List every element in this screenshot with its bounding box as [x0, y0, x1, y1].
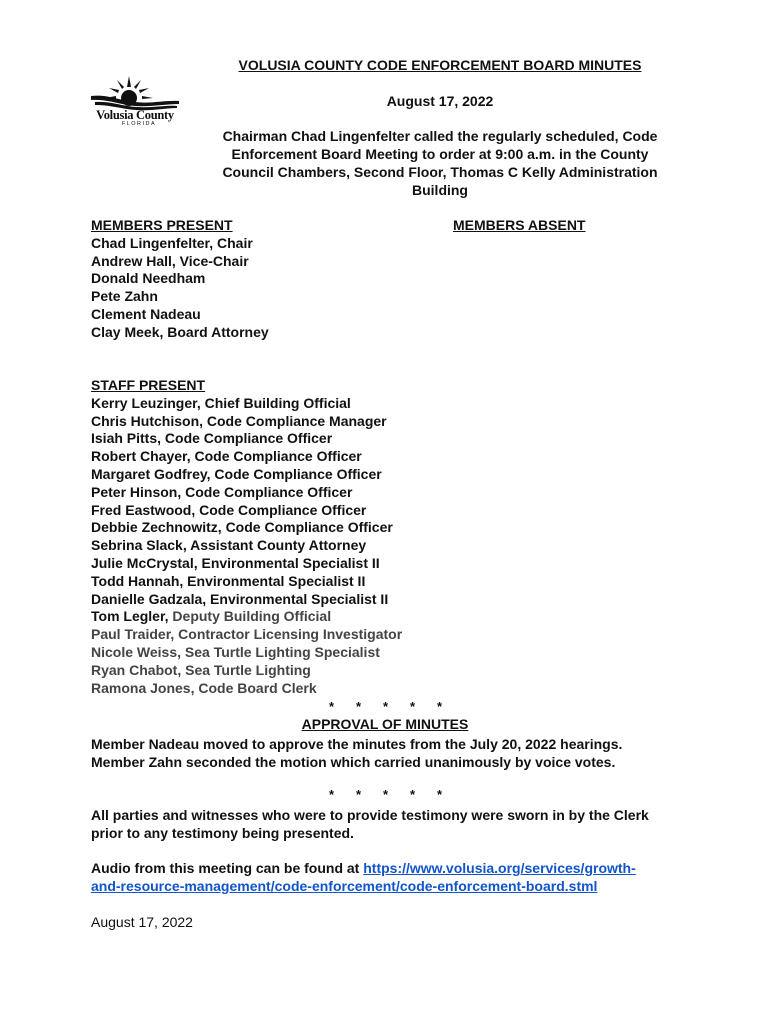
star: *	[329, 787, 335, 802]
sworn-paragraph	[91, 806, 691, 842]
logo-state: FLORIDA	[121, 121, 157, 127]
star: *	[356, 699, 362, 714]
approval-line: Member Zahn seconded the motion which carried unanimously by voice votes.	[91, 754, 616, 770]
sworn-line: All parties and witnesses who were to provide testimony were sworn in by the Clerk	[91, 807, 649, 823]
staff-name: Kerry Leuzinger, Chief Building Official	[91, 394, 351, 411]
star: *	[329, 699, 335, 714]
staff-name-part: Tom Legler,	[91, 608, 169, 625]
star: *	[383, 699, 389, 714]
staff-title-part: Deputy Building Official	[168, 608, 332, 625]
staff-name: Peter Hinson, Code Compliance Officer	[91, 483, 353, 500]
meeting-date: August 17, 2022	[386, 93, 494, 109]
logo-name: Volusia County	[96, 108, 174, 122]
intro-line: Chairman Chad Lingenfelter called the regularly scheduled, Code	[222, 128, 658, 144]
document-title: VOLUSIA COUNTY CODE ENFORCEMENT BOARD MINUTES	[238, 57, 642, 73]
staff-name: Debbie Zechnowitz, Code Compliance Officer	[91, 519, 393, 536]
staff-name: Danielle Gadzala, Environmental Specialist II	[91, 590, 389, 607]
member-name: Clement Nadeau	[91, 305, 201, 322]
staff-name: Margaret Godfrey, Code Compliance Officer	[91, 465, 382, 482]
members-absent-heading: MEMBERS ABSENT	[453, 217, 586, 233]
member-name: Chad Lingenfelter, Chair	[91, 234, 253, 251]
star: *	[410, 787, 416, 802]
staff-name: Todd Hannah, Environmental Specialist II	[91, 572, 366, 589]
separator-stars	[329, 787, 464, 802]
members-absent-section	[453, 217, 586, 235]
audio-paragraph	[91, 859, 691, 895]
staff-present-section	[91, 377, 402, 697]
audio-link-part-1[interactable]: https://www.volusia.org/services/growth-	[363, 860, 636, 876]
intro-line: Council Chambers, Second Floor, Thomas C Kelly Administration	[222, 164, 658, 180]
intro-line: Building	[412, 182, 468, 198]
staff-name-tom-legler	[91, 608, 402, 626]
audio-line	[91, 859, 691, 877]
footer-date: August 17, 2022	[91, 914, 193, 930]
star: *	[437, 699, 443, 714]
audio-link-part-2[interactable]: and-resource-management/code-enforcement/code-enforcement-board.stml	[91, 878, 598, 894]
staff-name: Julie McCrystal, Environmental Specialist II	[91, 554, 380, 571]
star: *	[356, 787, 362, 802]
staff-name: Robert Chayer, Code Compliance Officer	[91, 448, 362, 465]
member-name: Andrew Hall, Vice-Chair	[91, 252, 249, 269]
member-name: Clay Meek, Board Attorney	[91, 323, 269, 340]
staff-name: Ramona Jones, Code Board Clerk	[91, 679, 317, 696]
approval-line: Member Nadeau moved to approve the minutes from the July 20, 2022 hearings.	[91, 736, 623, 752]
staff-name: Nicole Weiss, Sea Turtle Lighting Specialist	[91, 643, 380, 660]
separator-stars	[329, 699, 464, 714]
member-name: Donald Needham	[91, 270, 206, 287]
member-name: Pete Zahn	[91, 288, 158, 305]
staff-name: Chris Hutchison, Code Compliance Manager	[91, 412, 387, 429]
members-present-heading: MEMBERS PRESENT	[91, 217, 233, 233]
approval-paragraph	[91, 735, 691, 771]
staff-name: Ryan Chabot, Sea Turtle Lighting	[91, 661, 311, 678]
staff-name: Sebrina Slack, Assistant County Attorney	[91, 537, 367, 554]
staff-name: Fred Eastwood, Code Compliance Officer	[91, 501, 367, 518]
star: *	[437, 787, 443, 802]
staff-name: Paul Traider, Contractor Licensing Investigator	[91, 626, 403, 643]
star: *	[383, 787, 389, 802]
staff-name: Isiah Pitts, Code Compliance Officer	[91, 430, 333, 447]
approval-heading: APPROVAL OF MINUTES	[301, 716, 469, 732]
audio-prefix: Audio from this meeting can be found at	[91, 860, 364, 876]
sworn-line: prior to any testimony being presented.	[91, 825, 354, 841]
intro-line: Enforcement Board Meeting to order at 9:00 a.m. in the County	[231, 146, 649, 162]
members-present-section	[91, 217, 269, 342]
star: *	[410, 699, 416, 714]
intro-paragraph	[200, 127, 680, 199]
staff-present-heading: STAFF PRESENT	[91, 377, 206, 393]
